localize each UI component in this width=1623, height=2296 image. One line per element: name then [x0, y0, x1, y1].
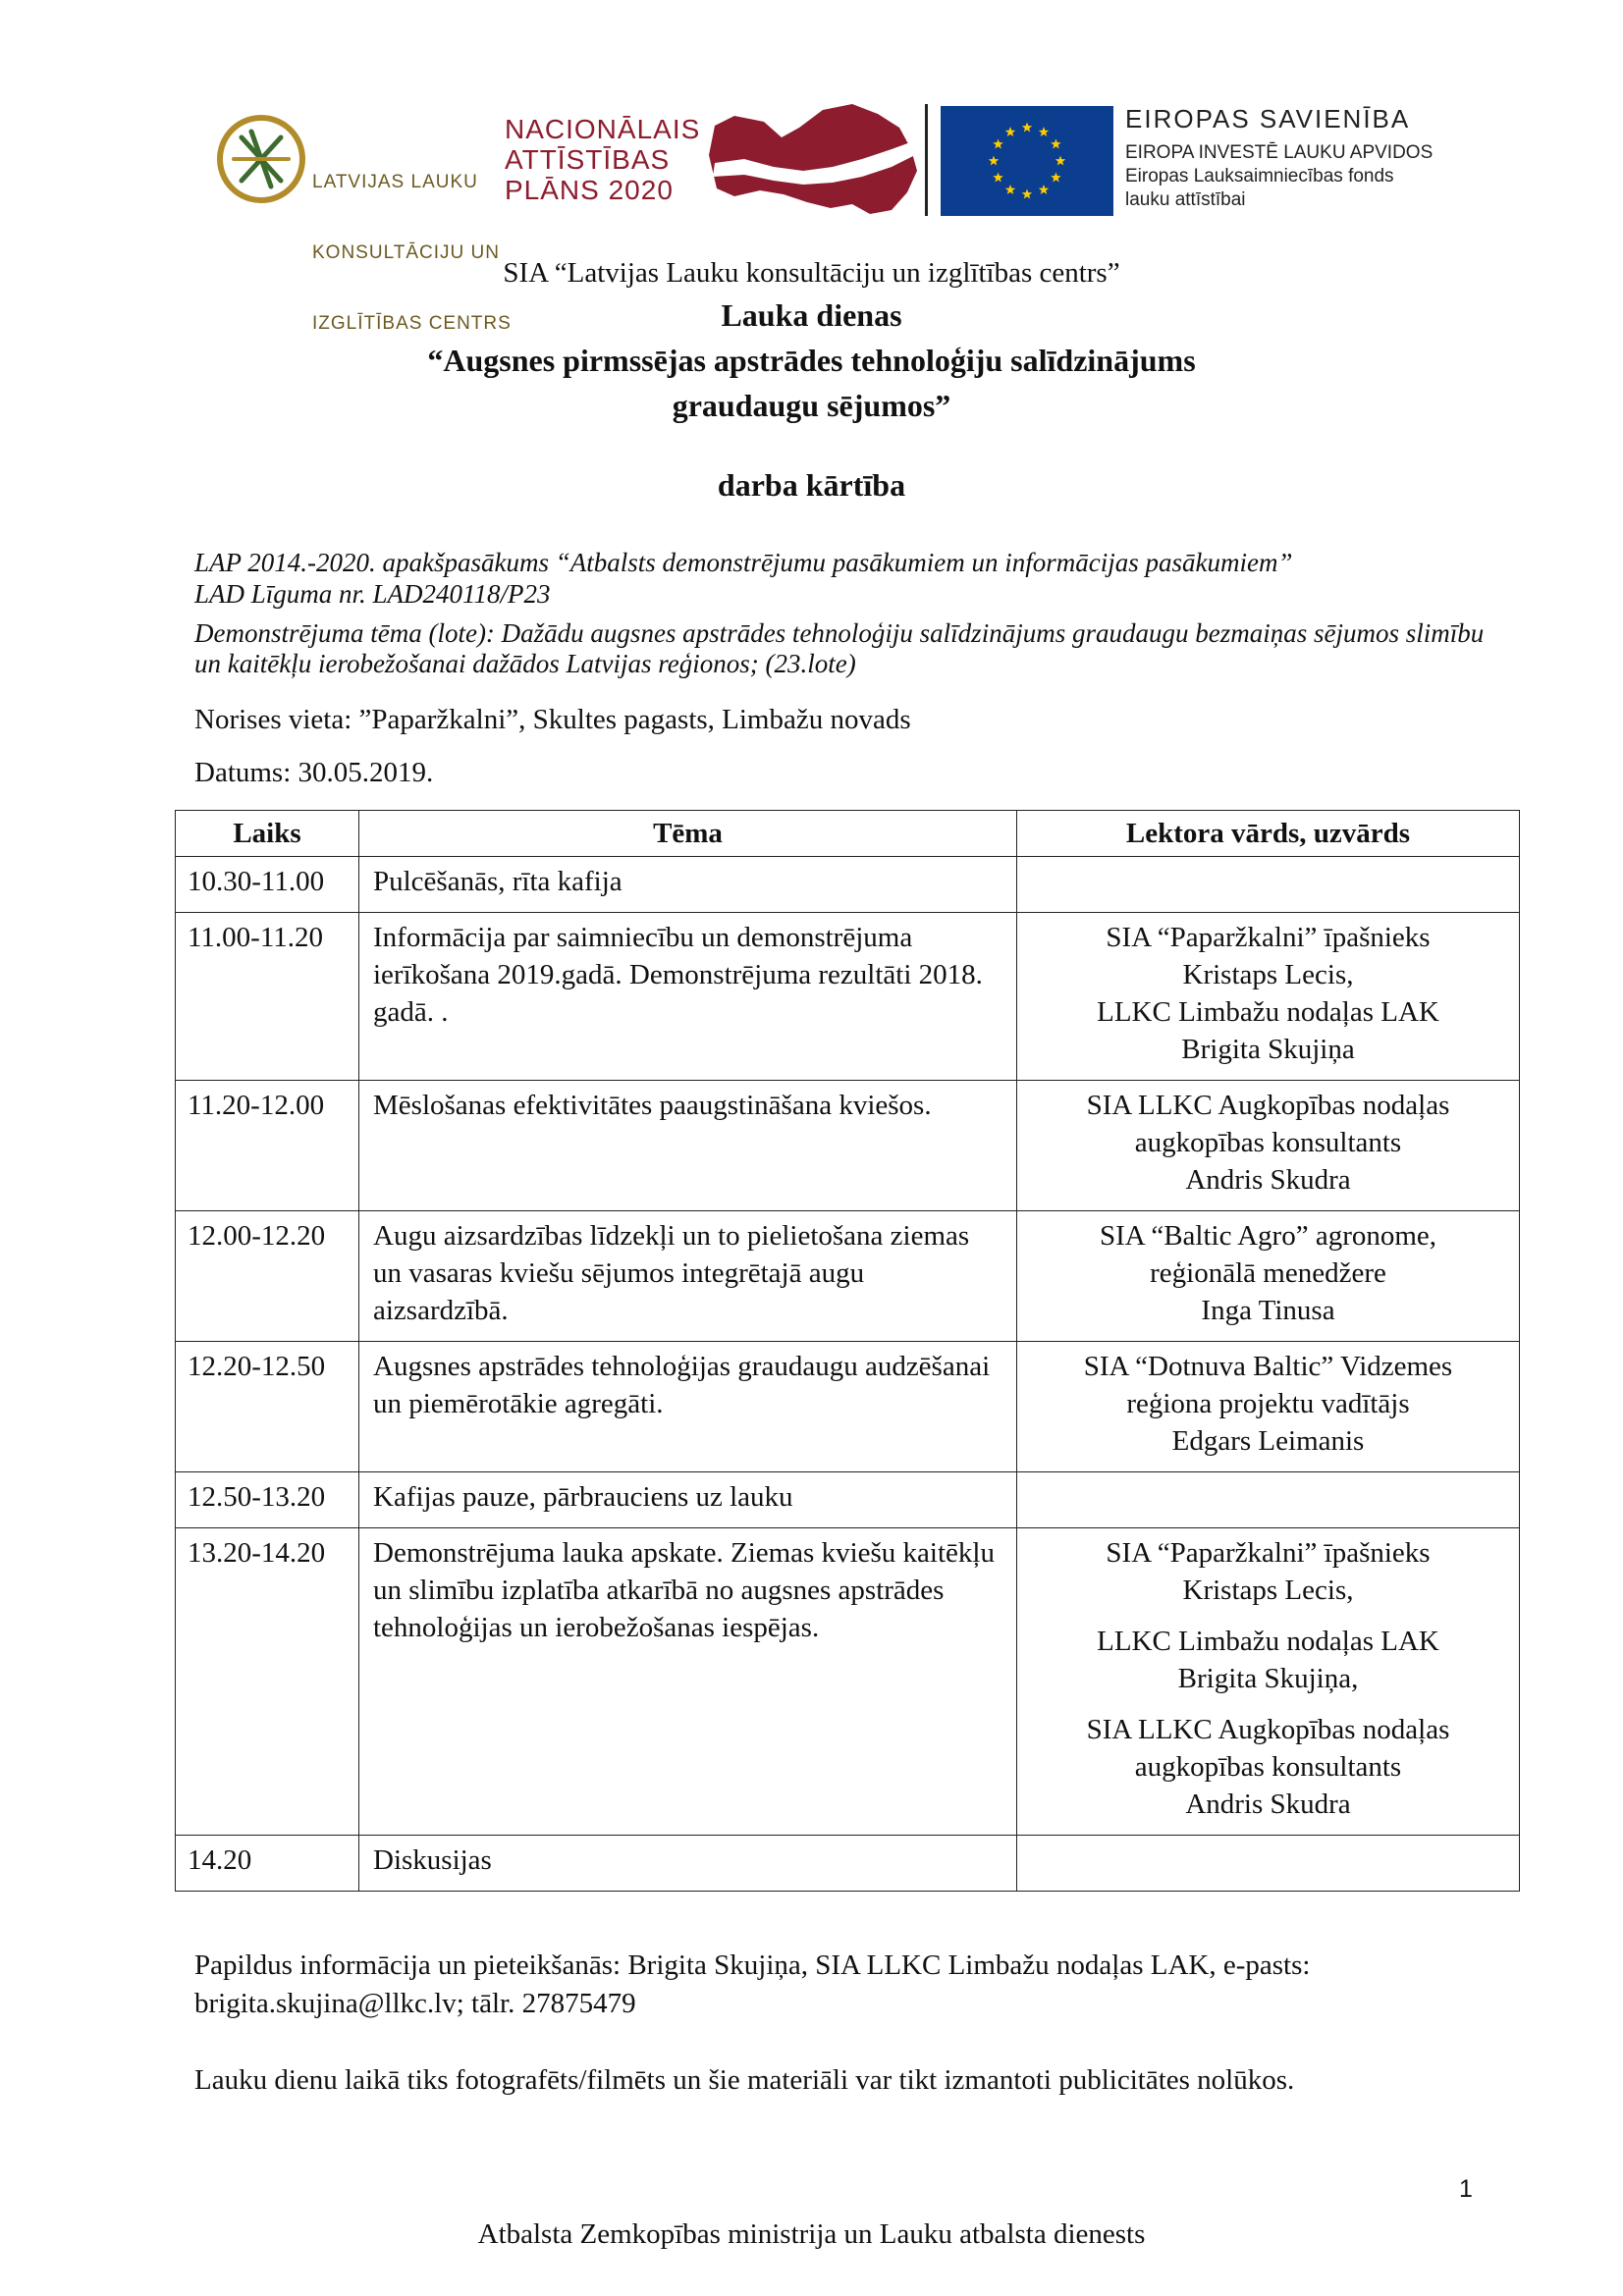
nap-2020-logo — [505, 114, 711, 212]
lecturer-line: Andris Skudra — [1185, 1164, 1351, 1196]
latvia-map-icon — [705, 98, 923, 220]
lecturer-line: SIA “Paparžkalni” īpašnieks — [1106, 922, 1431, 953]
cell-topic: Kafijas pauze, pārbrauciens uz lauku — [359, 1472, 1017, 1528]
llkc-logo-line-3: IZGLĪTĪBAS CENTRS — [312, 313, 512, 334]
cell-lecturer — [1017, 1081, 1520, 1211]
lecturer-line: SIA “Baltic Agro” agronome, — [1099, 1220, 1437, 1252]
event-date: Datums: 30.05.2019. — [194, 757, 434, 788]
cell-time: 11.20-12.00 — [176, 1081, 359, 1211]
cell-lecturer — [1017, 1528, 1520, 1836]
lecturer-line: augkopības konsultants — [1134, 1751, 1402, 1783]
lecturer-line: LLKC Limbažu nodaļas LAK — [1097, 996, 1439, 1028]
header-time: Laiks — [176, 811, 359, 857]
lecturer-block — [1031, 1623, 1505, 1697]
header-topic: Tēma — [359, 811, 1017, 857]
cell-time: 12.00-12.20 — [176, 1211, 359, 1342]
lecturer-line: LLKC Limbažu nodaļas LAK — [1097, 1626, 1439, 1657]
agenda-table-body — [176, 857, 1520, 1892]
program-line-1: LAP 2014.-2020. apakšpasākums “Atbalsts demonstrējumu pasākumiem un informācijas pasākumiem” — [194, 548, 1293, 577]
lecturer-block — [1031, 1348, 1505, 1460]
page-number: 1 — [1459, 2175, 1473, 2203]
cell-topic: Augsnes apstrādes tehnoloģijas graudaugu audzēšanai un piemērotākie agregāti. — [359, 1342, 1017, 1472]
lecturer-line: reģionālā menedžere — [1150, 1257, 1386, 1289]
header-lecturer: Lektora vārds, uzvārds — [1017, 811, 1520, 857]
lecturer-line: Brigita Skujiņa, — [1177, 1663, 1359, 1694]
table-row — [176, 1081, 1520, 1211]
lecturer-line: Kristaps Lecis, — [1182, 959, 1354, 990]
lecturer-line: Edgars Leimanis — [1171, 1425, 1365, 1457]
cell-topic: Pulcēšanās, rīta kafija — [359, 857, 1017, 913]
cell-topic: Mēslošanas efektivitātes paaugstināšana kviešos. — [359, 1081, 1017, 1211]
cell-lecturer — [1017, 1342, 1520, 1472]
lecturer-line: SIA LLKC Augkopības nodaļas — [1086, 1714, 1450, 1745]
lecturer-block — [1031, 1217, 1505, 1329]
cell-time: 11.00-11.20 — [176, 913, 359, 1081]
table-row — [176, 1342, 1520, 1472]
table-header-row — [176, 811, 1520, 857]
eu-text-block — [1125, 102, 1518, 212]
lecturer-line: Brigita Skujiņa — [1181, 1034, 1355, 1065]
cell-topic: Diskusijas — [359, 1836, 1017, 1892]
table-row — [176, 1836, 1520, 1892]
cell-topic: Demonstrējuma lauka apskate. Ziemas kviešu kaitēkļu un slimību izplatība atkarībā no augsnes apstrādes tehnoloģijas un ierobežošanas iespējas. — [359, 1528, 1017, 1836]
lecturer-block — [1031, 919, 1505, 1068]
event-title: Lauka dienas — [721, 297, 902, 333]
venue: Norises vieta: ”Paparžkalni”, Skultes pagasts, Limbažu novads — [194, 704, 911, 735]
llkc-logo-line-1: LATVIJAS LAUKU — [312, 172, 478, 192]
subject-line-1: “Augsnes pirmssējas apstrādes tehnoloģiju salīdzinājums — [427, 343, 1196, 378]
eu-subtitle-1: EIROPA INVESTĒ LAUKU APVIDOS — [1125, 142, 1434, 163]
table-row — [176, 857, 1520, 913]
subject-line-2: graudaugu sējumos” — [672, 388, 951, 423]
lecturer-line: SIA “Dotnuva Baltic” Vidzemes — [1083, 1351, 1453, 1382]
cell-time: 13.20-14.20 — [176, 1528, 359, 1836]
nap-logo-line-1: NACIONĀLAIS — [505, 114, 701, 144]
publicity-note: Lauku dienu laikā tiks fotografēts/filmēts un šie materiāli var tikt izmantoti publicitātes nolūkos. — [194, 2064, 1295, 2096]
lecturer-line: Kristaps Lecis, — [1182, 1575, 1354, 1606]
cell-topic: Informācija par saimniecību un demonstrējuma ierīkošana 2019.gadā. Demonstrējuma rezultāti 2018. gadā. . — [359, 913, 1017, 1081]
eu-subtitle-3: lauku attīstībai — [1125, 189, 1246, 210]
contact-info: Papildus informācija un pieteikšanās: Brigita Skujiņa, SIA LLKC Limbažu nodaļas LAK, e-pasts: brigita.skujina@llkc.lv; tālr. 27875479 — [194, 1949, 1311, 2019]
cell-time: 10.30-11.00 — [176, 857, 359, 913]
lecturer-line: reģiona projektu vadītājs — [1126, 1388, 1410, 1419]
organization-name: SIA “Latvijas Lauku konsultāciju un izglītības centrs” — [503, 257, 1120, 289]
lecturer-block — [1031, 1087, 1505, 1199]
lecturer-line: Inga Tinusa — [1201, 1295, 1335, 1326]
cell-lecturer — [1017, 1211, 1520, 1342]
lecturer-line: Andris Skudra — [1185, 1789, 1351, 1820]
lecturer-block — [1031, 1711, 1505, 1823]
table-row — [176, 1211, 1520, 1342]
cell-time: 12.50-13.20 — [176, 1472, 359, 1528]
cell-lecturer — [1017, 913, 1520, 1081]
contract-number: LAD Līguma nr. LAD240118/P23 — [194, 579, 551, 609]
cell-time: 14.20 — [176, 1836, 359, 1892]
logo-divider — [925, 104, 928, 216]
eu-flag-icon — [941, 106, 1113, 216]
llkc-logo — [214, 110, 512, 334]
llkc-emblem-icon — [214, 110, 308, 204]
cell-lecturer — [1017, 1836, 1520, 1892]
demonstration-topic: Demonstrējuma tēma (lote): Dažādu augsnes apstrādes tehnoloģiju salīdzinājums graudaugu bezmaiņas sējumos slimību un kaitēkļu ierobežošanai dažādos Latvijas reģionos; (23.lote) — [194, 618, 1485, 678]
nap-logo-line-2: ATTĪSTĪBAS — [505, 144, 671, 175]
agenda-heading: darba kārtība — [717, 467, 906, 503]
lecturer-line: SIA “Paparžkalni” īpašnieks — [1106, 1537, 1431, 1569]
table-row — [176, 913, 1520, 1081]
cell-lecturer — [1017, 1472, 1520, 1528]
cell-lecturer — [1017, 857, 1520, 913]
agenda-table — [175, 810, 1520, 1892]
llkc-logo-line-2: KONSULTĀCIJU UN — [312, 242, 500, 263]
lecturer-line: SIA LLKC Augkopības nodaļas — [1086, 1090, 1450, 1121]
lecturer-block — [1031, 1534, 1505, 1609]
cell-topic: Augu aizsardzības līdzekļi un to pielietošana ziemas un vasaras kviešu sējumos integrētajā augu aizsardzībā. — [359, 1211, 1017, 1342]
table-row — [176, 1472, 1520, 1528]
eu-title: EIROPAS SAVIENĪBA — [1125, 104, 1411, 133]
lecturer-line: augkopības konsultants — [1134, 1127, 1402, 1158]
nap-logo-line-3: PLĀNS 2020 — [505, 175, 674, 205]
eu-subtitle-2: Eiropas Lauksaimniecības fonds — [1125, 166, 1394, 187]
support-line: Atbalsta Zemkopības ministrija un Lauku atbalsta dienests — [477, 2218, 1146, 2250]
cell-time: 12.20-12.50 — [176, 1342, 359, 1472]
table-row — [176, 1528, 1520, 1836]
